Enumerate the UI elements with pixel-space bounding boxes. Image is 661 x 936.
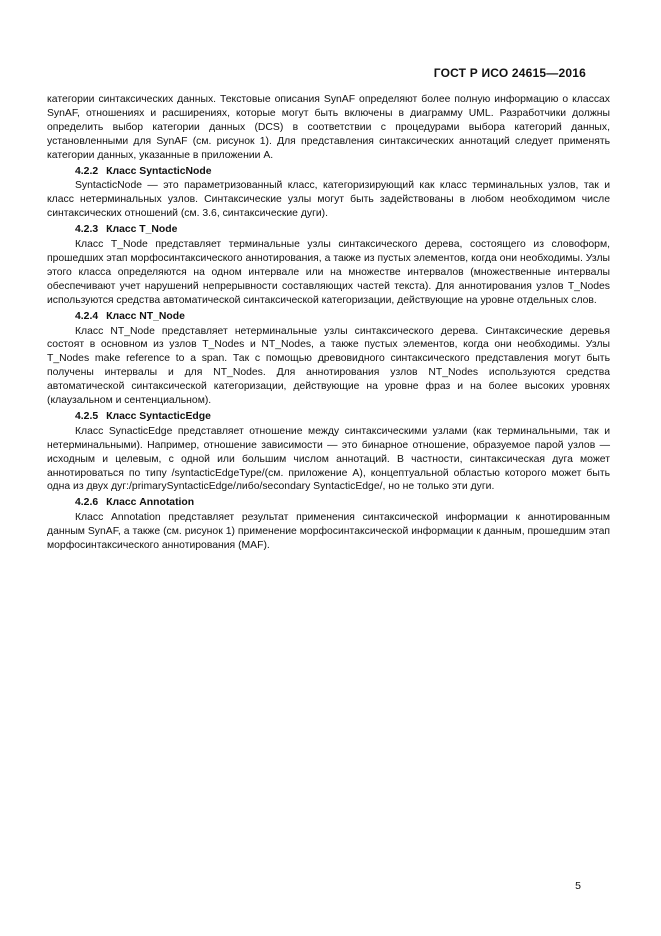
section-paragraph-4-2-6: Класс Annotation представляет результат применения синтаксической информации к аннотированным данным SynAF, а также (см. рисунок 1) применение морфосинтаксической информации к данным, прошедшим этап морфосинтаксического аннотирования (MAF). [47,512,610,552]
page-number: 5 [575,880,581,892]
section-heading-4-2-6 [47,496,610,510]
section-number: 4.2.3 [75,224,99,236]
section-number: 4.2.2 [75,165,99,177]
section-paragraph-4-2-2: SyntacticNode — это параметризованный класс, категоризирующий как класс терминальных узлов, так и класс нетерминальных узлов. Синтаксические узлы могут быть задействованы в любом необходимом числе синтаксических отношений (см. 3.6, синтаксические дуги). [47,180,610,220]
intro-paragraph: категории синтаксических данных. Текстовые описания SynAF определяют более полную информацию о классах SynAF, отношениях и расширениях, которые могут быть включены в диаграмму UML. Разработчики должны определить выбор категории данных (DCS) в соответствии с процедурами выбора категорий данных, установленными для SynAF (см. рисунок 1). Для представления синтаксических аннотаций следует применять категории данных, указанные в приложении А. [47,94,610,161]
document-body [47,93,610,553]
section-heading-4-2-5 [47,410,610,424]
section-title: Класс T_Node [106,224,178,236]
section-heading-4-2-3 [47,223,610,237]
section-paragraph-4-2-3: Класс T_Node представляет терминальные узлы синтаксического дерева, состоящего из словоформ, прошедших этап морфосинтаксического аннотирования, а также из пустых элементов, когда они необходимы. Узлы этого класса определяются на одном интервале или на множестве интервалов (множественные интервалы обеспечивают учет нарушений непрерывности составляющих частей текста). Для аннотирования узлов T_Nodes используются средства автоматической синтаксической категоризации, действующие на уровне отдельных слов. [47,239,610,306]
section-title: Класс SyntacticNode [106,165,212,177]
section-heading-4-2-4 [47,310,610,324]
section-heading-4-2-2 [47,165,610,179]
section-number: 4.2.5 [75,410,99,422]
section-title: Класс NT_Node [106,310,185,322]
section-title: Класс SyntacticEdge [106,410,211,422]
section-paragraph-4-2-4: Класс NT_Node представляет нетерминальные узлы синтаксического дерева. Синтаксические деревья состоят в основном из узлов T_Nodes и NT_Nodes, а также пустых элементов, когда они необходимы. Узлы T_Nodes make reference to a span. Так с помощью древовидного синтаксического представления могут быть получены интервалы и для NT_Nodes. Для аннотирования узлов NT_Nodes используются средства автоматической синтаксической категоризации, действующие на уровне фраз и на более высоких уровнях (клаузальном и сентенциальном). [47,325,610,407]
document-header: ГОСТ Р ИСО 24615—2016 [433,66,586,80]
section-paragraph-4-2-5: Класс SynacticEdge представляет отношение между синтаксическими узлами (как терминальными, так и нетерминальными). Например, отношение зависимости — это бинарное отношение, образуемое парой узлов — исходным и целевым, с одной или большим числом аннотаций. В частности, синтаксическая дуга может аннотироваться по типу /syntacticEdgeType/(см. приложение А), концептуальной областью которого может быть одна из двух дуг:/primarySyntacticEdge/либо/secondary SyntacticEdge/, но не только эти дуги. [47,425,610,493]
section-number: 4.2.6 [75,497,99,509]
section-number: 4.2.4 [75,310,99,322]
section-title: Класс Annotation [106,497,195,509]
